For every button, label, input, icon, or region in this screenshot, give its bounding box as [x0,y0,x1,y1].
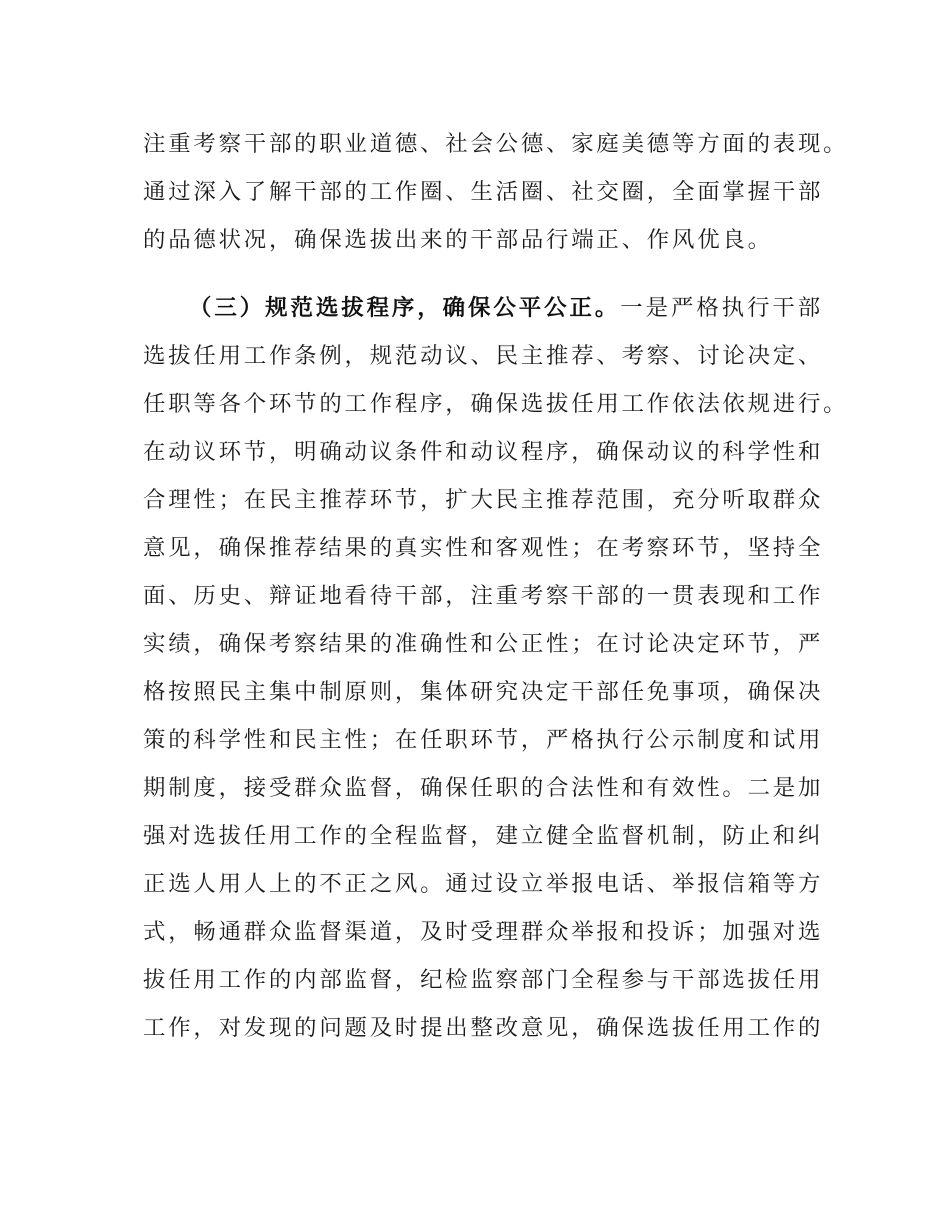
section-heading-line [189,286,823,330]
paragraph-line: 策的科学性和民主性；在任职环节，严格执行公示制度和试用 [143,727,824,753]
paragraph-line: 注重考察干部的职业道德、社会公德、家庭美德等方面的表现。 [143,131,849,157]
paragraph-line: 拔任用工作的内部监督，纪检监察部门全程参与干部选拔任用 [143,967,824,993]
paragraph-line: 面、历史、辩证地看待干部，注重考察干部的一贯表现和工作 [143,583,824,609]
paragraph-line: 工作，对发现的问题及时提出整改意见，确保选拔任用工作的 [143,1015,824,1041]
paragraph-line: 期制度，接受群众监督，确保任职的合法性和有效性。二是加 [143,775,824,801]
paragraph-line: 通过深入了解干部的工作圈、生活圈、社交圈，全面掌握干部 [143,179,824,205]
paragraph-line: 在动议环节，明确动议条件和动议程序，确保动议的科学性和 [143,439,824,465]
paragraph-text: 一是严格执行干部 [620,295,823,321]
paragraph-line: 式，畅通群众监督渠道，及时受理群众举报和投诉；加强对选 [143,919,824,945]
paragraph-line: 正选人用人上的不正之风。通过设立举报电话、举报信箱等方 [143,871,824,897]
paragraph-line: 的品德状况，确保选拔出来的干部品行端正、作风优良。 [143,227,773,253]
paragraph-line: 格按照民主集中制原则，集体研究决定干部任免事项，确保决 [143,679,824,705]
section-heading: （三）规范选拔程序，确保公平公正。 [189,295,621,321]
paragraph-line: 意见，确保推荐结果的真实性和客观性；在考察环节，坚持全 [143,535,824,561]
paragraph-line: 选拔任用工作条例，规范动议、民主推荐、考察、讨论决定、 [143,343,824,369]
paragraph-line: 实绩，确保考察结果的准确性和公正性；在讨论决定环节，严 [143,631,824,657]
paragraph-line: 任职等各个环节的工作程序，确保选拔任用工作依法依规进行。 [143,391,849,417]
paragraph-line: 合理性；在民主推荐环节，扩大民主推荐范围，充分听取群众 [143,487,824,513]
paragraph-line: 强对选拔任用工作的全程监督，建立健全监督机制，防止和纠 [143,823,824,849]
